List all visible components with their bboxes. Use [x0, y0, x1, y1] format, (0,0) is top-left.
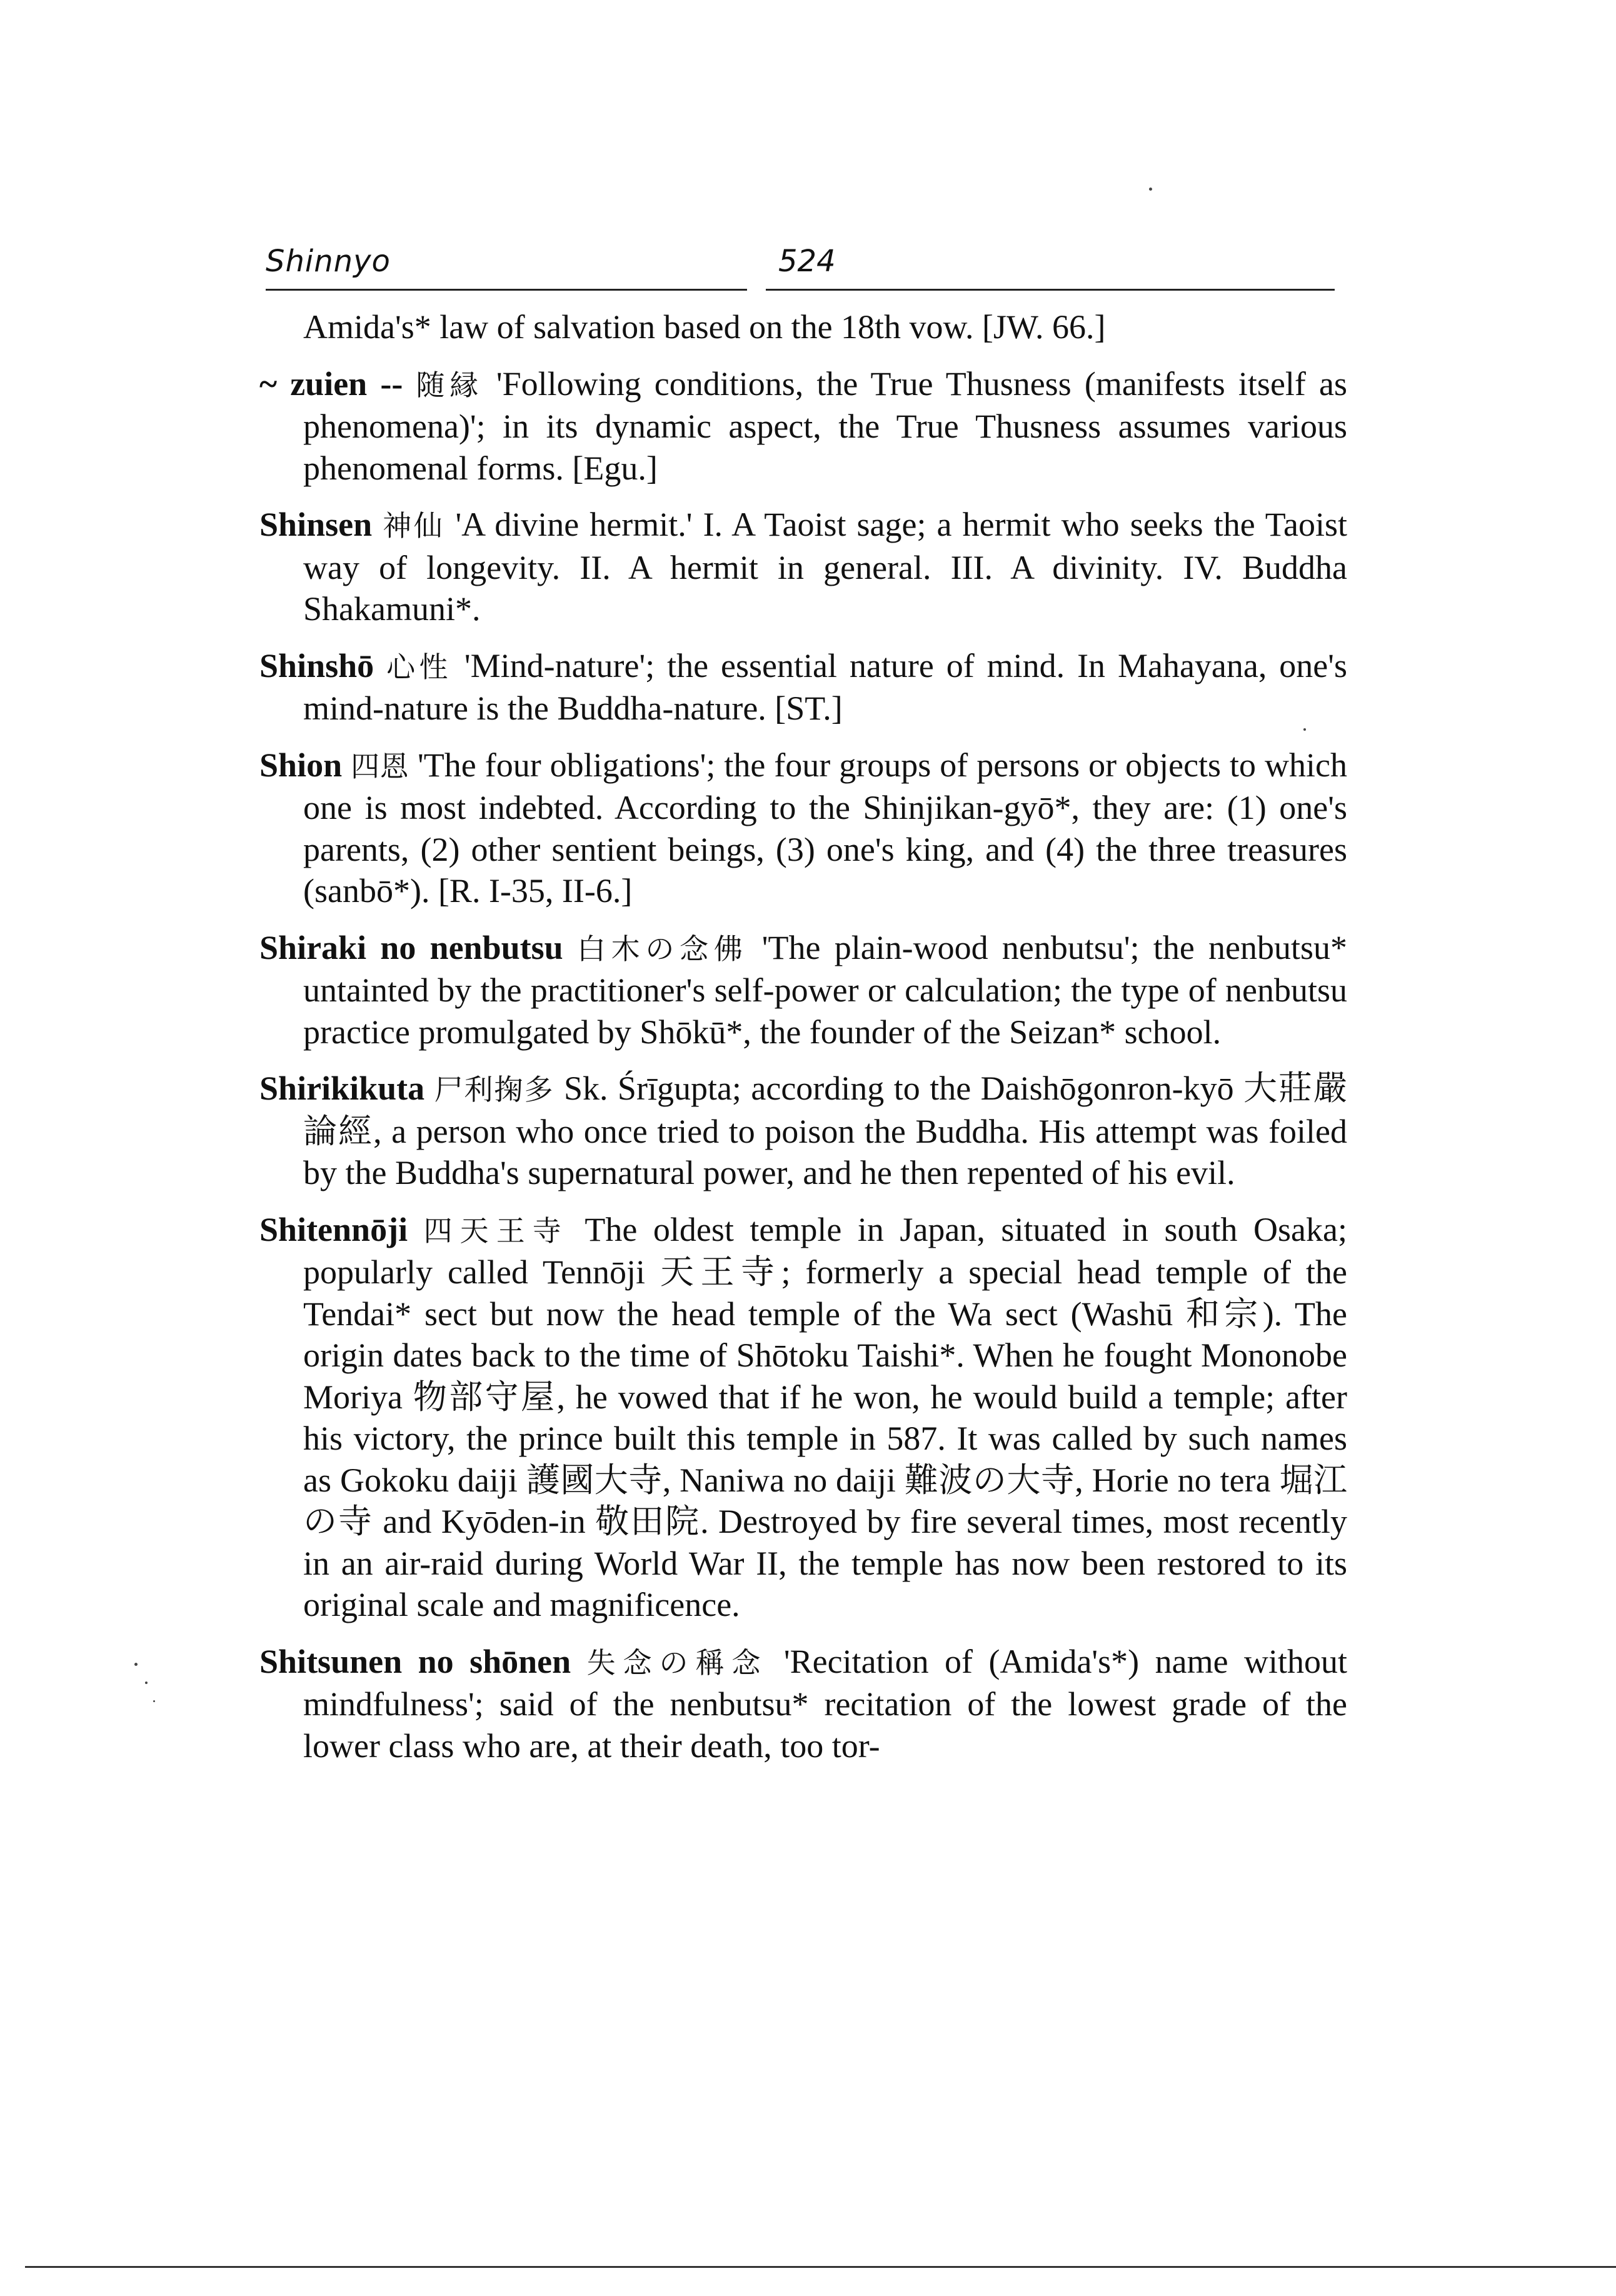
- page-header: [266, 244, 1335, 300]
- scan-bottom-edge: [25, 2266, 1616, 2268]
- entry-body: 'A divine hermit.' I. A Taoist sage; a hermit who seeks the Taoist way of longevity. II. A hermit in general. III. A divinity. IV. Buddha Shakamuni*.: [303, 506, 1348, 628]
- entry-body: Sk. Śrīgupta; according to the Daishōgonron-kyō 大莊嚴論經, a person who once tried to poison the Buddha. His attempt was foiled by the Buddha's supernatural power, and he then repented of his evil.: [303, 1070, 1348, 1191]
- entry-shitennoji: [259, 1209, 1347, 1626]
- entry-body: 'The plain-wood nenbutsu'; the nenbutsu* untainted by the practitioner's self-power or calculation; the type of nenbutsu practice promulgated by Shōkū*, the founder of the Seizan* school.: [303, 928, 1348, 1051]
- running-head: Shinnyo: [266, 244, 391, 279]
- entry-kanji: 神仙: [383, 509, 445, 543]
- paper-speck: [134, 1663, 138, 1666]
- entry-shirikikuta: [259, 1068, 1347, 1194]
- dictionary-entries: [259, 306, 1347, 1782]
- entry-zuien: [259, 363, 1347, 489]
- entry-headword: Shitennōji: [259, 1210, 408, 1248]
- entry-shion: [259, 744, 1347, 912]
- paper-speck: [153, 1700, 155, 1702]
- entry-shitsunen-no-shonen: [259, 1641, 1347, 1767]
- entry-continuation: [259, 306, 1347, 348]
- entry-headword: ~ zuien --: [259, 364, 403, 403]
- entry-headword: Shirikikuta: [259, 1070, 425, 1107]
- entry-headword: Shion: [259, 746, 343, 784]
- entry-kanji: 随縁: [416, 368, 483, 402]
- entry-kanji: 心性: [386, 649, 452, 684]
- page-number: 524: [778, 244, 836, 279]
- header-rule: [766, 289, 1335, 291]
- paper-speck: [145, 1682, 148, 1684]
- entry-shinsho: [259, 645, 1347, 729]
- entry-body: 'Following conditions, the True Thusness (manifests itself as phenomena)'; in its dynamic aspect, the True Thusness assumes various phenomenal forms. [Egu.]: [303, 364, 1348, 487]
- entry-kanji: 尸利掬多: [434, 1073, 555, 1106]
- entry-body: 'Mind-nature'; the essential nature of mind. In Mahayana, one's mind-nature is the Buddha-nature. [ST.]: [303, 646, 1347, 727]
- entry-shinsen: [259, 504, 1347, 630]
- entry-kanji: 白木の念佛: [576, 931, 748, 966]
- entry-body: 'Recitation of (Amida's*) name without mindfulness'; said of the nenbutsu* recitation of the lowest grade of the lower class who are, at their death, too tor-: [303, 1642, 1348, 1765]
- entry-kanji: 四恩: [351, 749, 409, 783]
- paper-speck: [1149, 188, 1152, 191]
- entry-headword: Shitsunen no shōnen: [259, 1642, 571, 1680]
- entry-shiraki-no-nenbutsu: [259, 927, 1347, 1053]
- entry-headword: Shiraki no nenbutsu: [259, 928, 563, 966]
- entry-headword: Shinsen: [259, 506, 373, 543]
- entry-kanji: 四天王寺: [423, 1213, 569, 1248]
- entry-body: 'The four obligations'; the four groups of persons or objects to which one is most indebted. According to the Shinjikan-gyō*, they are: (1) one's parents, (2) other sentient beings, (3) one's king, and (4) the three treasures (sanbō*). [R. I-35, II-6.]: [303, 746, 1348, 910]
- header-rule: [266, 289, 747, 291]
- entry-body: The oldest temple in Japan, situated in south Osaka; popularly called Tennōji 天王寺; formerly a special head temple of the Tendai* sect but now the head temple of the Wa sect (Washū 和宗). The origin dates back to the time of Shōtoku Taishi*. When he fought Mononobe Moriya 物部守屋, he vowed that if he won, he would build a temple; after his victory, the prince built this temple in 587. It was called by such names as Gokoku daiji 護國大寺, Naniwa no daiji 難波の大寺, Horie no tera 堀江の寺 and Kyōden-in 敬田院. Destroyed by fire several times, most recently in an air-raid during World War II, the temple has now been restored to its original scale and magnificence.: [303, 1210, 1347, 1623]
- entry-headword: Shinshō: [259, 646, 374, 684]
- entry-body: Amida's* law of salvation based on the 18th vow. [JW. 66.]: [303, 308, 1106, 346]
- entry-kanji: 失念の稱念: [586, 1645, 768, 1680]
